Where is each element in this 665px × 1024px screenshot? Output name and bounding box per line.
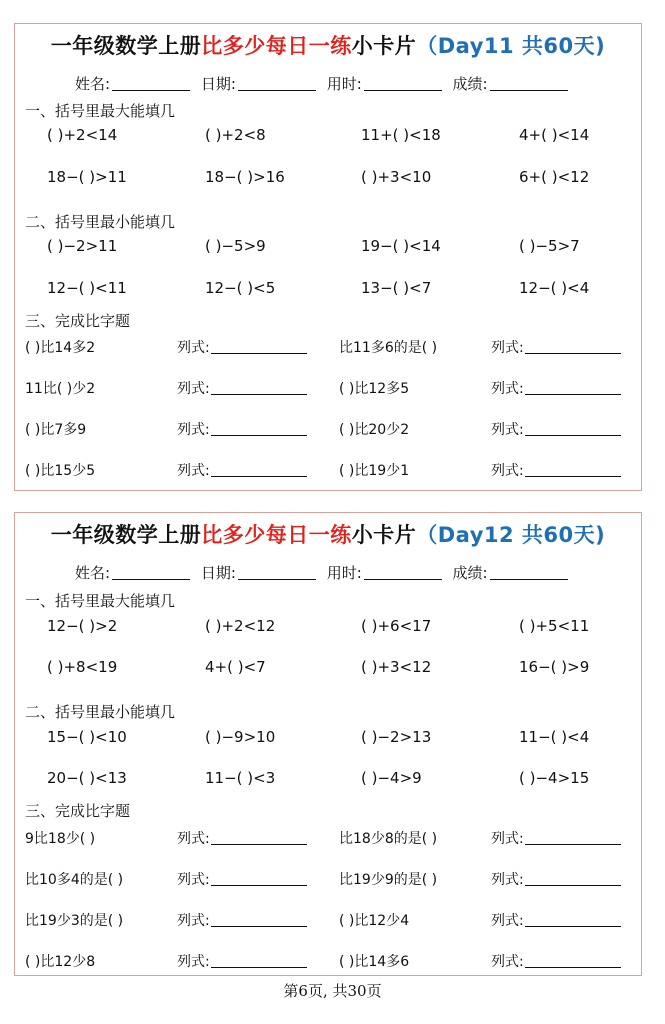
- page-footer: 第6页, 共30页: [283, 982, 382, 1000]
- problem[interactable]: 18−( )>16: [205, 168, 285, 186]
- problem[interactable]: ( )−5>9: [205, 237, 266, 255]
- time-label: 用时:: [326, 564, 362, 582]
- problem-row: [15, 658, 641, 678]
- word-problem: 比10多4的是( ): [25, 872, 124, 888]
- problem-row: [15, 769, 641, 789]
- equation-blank[interactable]: [525, 462, 621, 477]
- problem-row: [15, 126, 641, 146]
- word-problem: ( )比12少8: [25, 954, 96, 970]
- card-title: [15, 30, 641, 60]
- problem-row: [15, 237, 641, 257]
- equation-label: 列式:: [177, 422, 210, 438]
- word-problem: ( )比20少2: [339, 422, 410, 438]
- problem[interactable]: 11−( )<3: [205, 769, 276, 787]
- equation-label: 列式:: [177, 340, 210, 356]
- word-problem: 11比( )少2: [25, 381, 96, 397]
- equation-blank[interactable]: [525, 339, 621, 354]
- date-field[interactable]: [238, 76, 316, 91]
- time-field[interactable]: [364, 565, 442, 580]
- word-problem-row: [15, 910, 641, 930]
- problem[interactable]: 12−( )>2: [47, 617, 118, 635]
- equation-label: 列式:: [177, 954, 210, 970]
- equation-blank[interactable]: [525, 380, 621, 395]
- equation-label: 列式:: [177, 463, 210, 479]
- equation-label: 列式:: [491, 954, 524, 970]
- equation-blank[interactable]: [525, 421, 621, 436]
- equation-slot[interactable]: [177, 910, 307, 930]
- date-label: 日期:: [200, 75, 236, 93]
- equation-label: 列式:: [491, 422, 524, 438]
- problem-row: [15, 279, 641, 299]
- section-heading: 一、括号里最大能填几: [25, 102, 176, 120]
- problem[interactable]: ( )+2<14: [47, 126, 118, 144]
- score-label: 成绩:: [452, 564, 488, 582]
- equation-label: 列式:: [491, 340, 524, 356]
- equation-slot[interactable]: [491, 828, 621, 848]
- problem-row: [15, 168, 641, 188]
- problem[interactable]: ( )−4>9: [361, 769, 422, 787]
- problem[interactable]: 16−( )>9: [519, 658, 590, 676]
- equation-slot[interactable]: [491, 337, 621, 357]
- equation-blank[interactable]: [525, 871, 621, 886]
- time-label: 用时:: [326, 75, 362, 93]
- equation-label: 列式:: [491, 463, 524, 479]
- name-label: 姓名:: [75, 564, 111, 582]
- problem[interactable]: ( )−2>11: [47, 237, 118, 255]
- score-label: 成绩:: [452, 75, 488, 93]
- problem[interactable]: 12−( )<4: [519, 279, 590, 297]
- problem[interactable]: ( )+2<8: [205, 126, 266, 144]
- equation-blank[interactable]: [211, 953, 307, 968]
- problem[interactable]: 19−( )<14: [361, 237, 441, 255]
- equation-slot[interactable]: [177, 460, 307, 480]
- equation-slot[interactable]: [177, 828, 307, 848]
- word-problem-row: [15, 828, 641, 848]
- problem[interactable]: 12−( )<5: [205, 279, 276, 297]
- word-problem-row: [15, 951, 641, 971]
- name-field[interactable]: [112, 565, 190, 580]
- equation-slot[interactable]: [491, 869, 621, 889]
- equation-blank[interactable]: [211, 339, 307, 354]
- problem[interactable]: 4+( )<7: [205, 658, 266, 676]
- problem[interactable]: 18−( )>11: [47, 168, 127, 186]
- word-problem-row: [15, 337, 641, 357]
- section-heading: 三、完成比字题: [25, 802, 131, 820]
- problem[interactable]: 13−( )<7: [361, 279, 432, 297]
- problem-row: [15, 728, 641, 748]
- section-heading: 一、括号里最大能填几: [25, 592, 176, 610]
- word-problem: ( )比14多6: [339, 954, 410, 970]
- equation-label: 列式:: [177, 381, 210, 397]
- word-problem: ( )比19少1: [339, 463, 410, 479]
- problem[interactable]: ( )−4>15: [519, 769, 590, 787]
- problem[interactable]: ( )+5<11: [519, 617, 590, 635]
- equation-label: 列式:: [177, 872, 210, 888]
- word-problem: 比18少8的是( ): [339, 831, 438, 847]
- section-heading: 二、括号里最小能填几: [25, 703, 176, 721]
- problem[interactable]: 11−( )<4: [519, 728, 590, 746]
- title-part: 小卡片: [351, 522, 417, 547]
- section-heading: 二、括号里最小能填几: [25, 213, 176, 231]
- word-problem: 比11多6的是( ): [339, 340, 438, 356]
- word-problem: 比19少9的是( ): [339, 872, 438, 888]
- title-highlight: 比多少每日一练: [201, 33, 352, 58]
- equation-blank[interactable]: [525, 912, 621, 927]
- equation-blank[interactable]: [211, 912, 307, 927]
- problem[interactable]: 20−( )<13: [47, 769, 127, 787]
- title-day-label: （Day11 共60天): [416, 34, 606, 58]
- equation-slot[interactable]: [491, 951, 621, 971]
- problem[interactable]: ( )+2<12: [205, 617, 276, 635]
- word-problem-row: [15, 460, 641, 480]
- problem[interactable]: ( )+6<17: [361, 617, 432, 635]
- date-field[interactable]: [238, 565, 316, 580]
- equation-slot[interactable]: [177, 869, 307, 889]
- title-part: 一年级数学上册: [50, 522, 202, 547]
- equation-label: 列式:: [491, 913, 524, 929]
- equation-label: 列式:: [177, 913, 210, 929]
- problem[interactable]: ( )+3<10: [361, 168, 432, 186]
- equation-label: 列式:: [491, 381, 524, 397]
- equation-slot[interactable]: [491, 378, 621, 398]
- word-problem-row: [15, 869, 641, 889]
- practice-card-day12: [14, 512, 642, 976]
- equation-blank[interactable]: [211, 462, 307, 477]
- name-field[interactable]: [112, 76, 190, 91]
- equation-blank[interactable]: [525, 953, 621, 968]
- student-info-row: [75, 562, 574, 583]
- title-day-label: （Day12 共60天): [416, 523, 606, 547]
- equation-blank[interactable]: [211, 380, 307, 395]
- word-problem: ( )比14多2: [25, 340, 96, 356]
- equation-blank[interactable]: [211, 871, 307, 886]
- equation-label: 列式:: [177, 831, 210, 847]
- title-part: 一年级数学上册: [50, 33, 202, 58]
- equation-slot[interactable]: [491, 460, 621, 480]
- problem[interactable]: ( )−5>7: [519, 237, 580, 255]
- problem[interactable]: 15−( )<10: [47, 728, 127, 746]
- problem[interactable]: ( )−2>13: [361, 728, 432, 746]
- card-title: [15, 519, 641, 549]
- equation-blank[interactable]: [211, 421, 307, 436]
- title-part: 小卡片: [351, 33, 417, 58]
- equation-slot[interactable]: [491, 419, 621, 439]
- word-problem: ( )比12多5: [339, 381, 410, 397]
- equation-slot[interactable]: [491, 910, 621, 930]
- score-field[interactable]: [490, 565, 568, 580]
- equation-blank[interactable]: [211, 830, 307, 845]
- word-problem: ( )比15少5: [25, 463, 96, 479]
- date-label: 日期:: [200, 564, 236, 582]
- equation-blank[interactable]: [525, 830, 621, 845]
- word-problem: ( )比12少4: [339, 913, 410, 929]
- title-highlight: 比多少每日一练: [201, 522, 352, 547]
- equation-slot[interactable]: [177, 337, 307, 357]
- equation-slot[interactable]: [177, 378, 307, 398]
- problem[interactable]: ( )+3<12: [361, 658, 432, 676]
- problem[interactable]: ( )+8<19: [47, 658, 118, 676]
- problem[interactable]: 11+( )<18: [361, 126, 441, 144]
- problem[interactable]: ( )−9>10: [205, 728, 276, 746]
- problem[interactable]: 6+( )<12: [519, 168, 590, 186]
- student-info-row: [75, 73, 574, 94]
- word-problem: 9比18少( ): [25, 831, 96, 847]
- practice-card-day11: [14, 23, 642, 491]
- problem-row: [15, 617, 641, 637]
- problem[interactable]: 4+( )<14: [519, 126, 590, 144]
- word-problem: ( )比7多9: [25, 422, 87, 438]
- name-label: 姓名:: [75, 75, 111, 93]
- word-problem-row: [15, 378, 641, 398]
- equation-label: 列式:: [491, 872, 524, 888]
- score-field[interactable]: [490, 76, 568, 91]
- word-problem-row: [15, 419, 641, 439]
- problem[interactable]: 12−( )<11: [47, 279, 127, 297]
- word-problem: 比19少3的是( ): [25, 913, 124, 929]
- equation-label: 列式:: [491, 831, 524, 847]
- section-heading: 三、完成比字题: [25, 312, 131, 330]
- equation-slot[interactable]: [177, 419, 307, 439]
- time-field[interactable]: [364, 76, 442, 91]
- equation-slot[interactable]: [177, 951, 307, 971]
